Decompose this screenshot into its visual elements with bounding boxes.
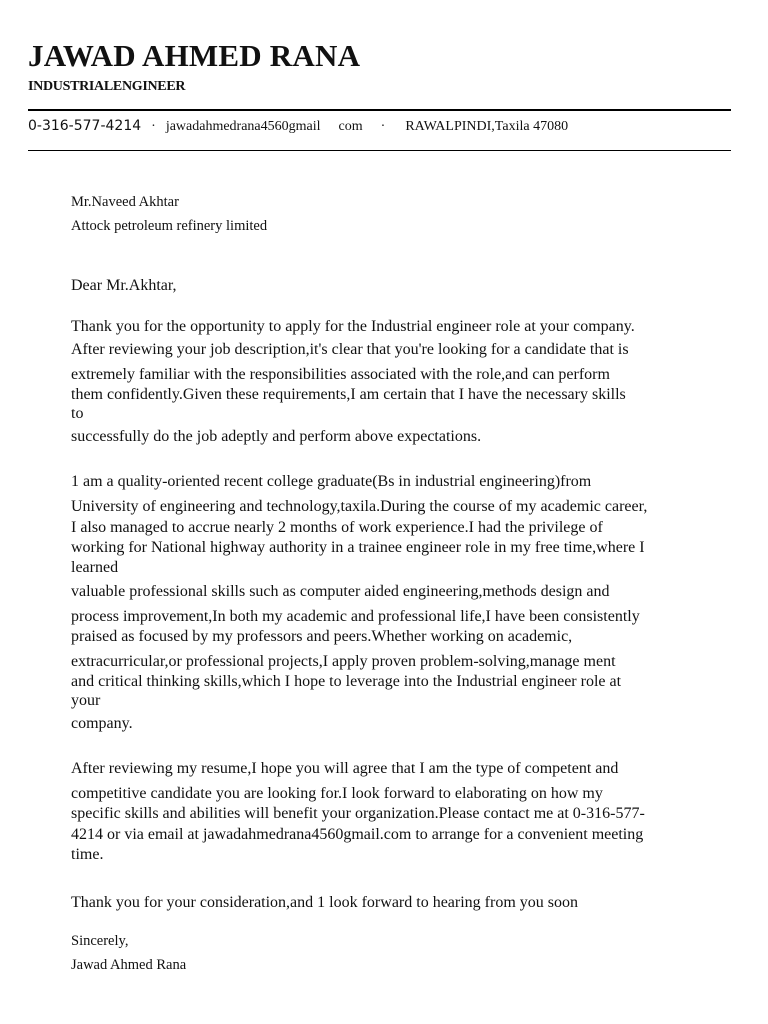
recipient-name: Mr.Naveed Akhtar bbox=[71, 194, 179, 210]
salutation: Dear Mr.Akhtar, bbox=[71, 277, 177, 294]
paragraph-line: University of engineering and technology,taxila.During the course of my academic career, bbox=[71, 498, 648, 515]
paragraph-line: your bbox=[71, 692, 101, 709]
paragraph-line: process improvement,In both my academic and professional life,I have been consistently bbox=[71, 608, 640, 625]
recipient-company: Attock petroleum refinery limited bbox=[71, 218, 268, 234]
paragraph-line: successfully do the job adeptly and perform above expectations. bbox=[71, 428, 482, 445]
paragraph-line: time. bbox=[71, 846, 104, 863]
paragraph-line: Thank you for the opportunity to apply for the Industrial engineer role at your company. bbox=[71, 318, 635, 335]
paragraph-line: learned bbox=[71, 559, 119, 576]
paragraph-line: valuable professional skills such as computer aided engineering,methods design and bbox=[71, 583, 610, 600]
address: RAWALPINDI,Taxila 47080 bbox=[405, 119, 569, 134]
phone-number: 0-316-577-4214 bbox=[28, 118, 142, 134]
paragraph-line: specific skills and abilities will benefit your organization.Please contact me at 0-316-577- bbox=[71, 805, 645, 822]
paragraph-line: competitive candidate you are looking for.I look forward to elaborating on how my bbox=[71, 785, 603, 802]
paragraph-line: praised as focused by my professors and peers.Whether working on academic, bbox=[71, 628, 573, 645]
separator-dot: · bbox=[151, 119, 156, 134]
header-divider-top bbox=[28, 109, 731, 111]
paragraph-line: to bbox=[71, 405, 84, 422]
paragraph-line: After reviewing your job description,it's clear that you're looking for a candidate that is bbox=[71, 341, 629, 358]
paragraph-line: I also managed to accrue nearly 2 months of work experience.I had the privilege of bbox=[71, 519, 603, 536]
contact-line bbox=[28, 118, 568, 138]
paragraph-line: them confidently.Given these requirements,I am certain that I have the necessary skills bbox=[71, 386, 626, 403]
closing-line: Thank you for your consideration,and 1 look forward to hearing from you soon bbox=[71, 894, 578, 911]
email-domain: com bbox=[338, 119, 363, 134]
email-address: jawadahmedrana4560gmail bbox=[165, 119, 321, 134]
header-divider-bottom bbox=[28, 150, 731, 151]
paragraph-line: and critical thinking skills,which I hope to leverage into the Industrial engineer role at bbox=[71, 673, 622, 690]
paragraph-line: extremely familiar with the responsibilities associated with the role,and can perform bbox=[71, 366, 610, 383]
signoff: Sincerely, bbox=[71, 933, 129, 949]
paragraph-line: 1 am a quality-oriented recent college graduate(Bs in industrial engineering)from bbox=[71, 473, 592, 490]
paragraph-line: working for National highway authority in a trainee engineer role in my free time,where I bbox=[71, 539, 645, 556]
signature-name: Jawad Ahmed Rana bbox=[71, 957, 187, 973]
paragraph-line: 4214 or via email at jawadahmedrana4560gmail.com to arrange for a convenient meeting bbox=[71, 826, 644, 843]
paragraph-line: After reviewing my resume,I hope you will agree that I am the type of competent and bbox=[71, 760, 619, 777]
applicant-name: JAWAD AHMED RANA bbox=[28, 38, 361, 73]
applicant-title: INDUSTRIALENGINEER bbox=[28, 79, 186, 94]
paragraph-line: company. bbox=[71, 715, 133, 732]
separator-dot: · bbox=[380, 119, 386, 134]
paragraph-line: extracurricular,or professional projects,I apply proven problem-solving,manage ment bbox=[71, 653, 616, 670]
